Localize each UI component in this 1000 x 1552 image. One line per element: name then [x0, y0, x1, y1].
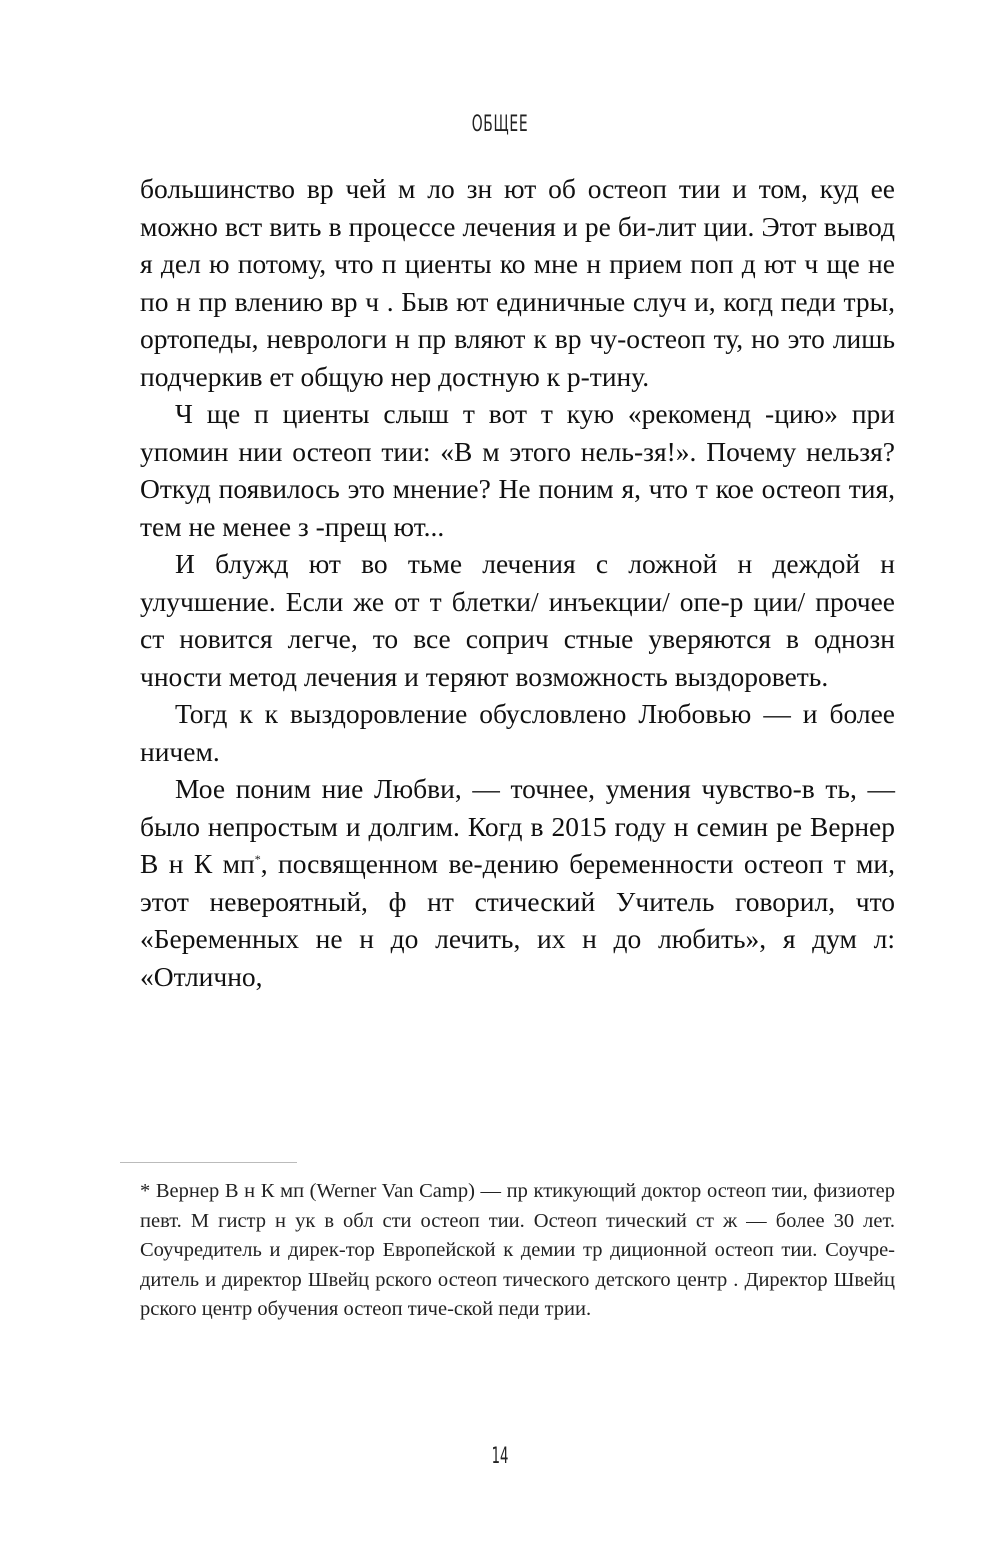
paragraph-5-end: , посвященном ве-дению беременности остеоп т ми, этот невероятный, ф нт стический Учитель говорил, что «Беременных не н до лечить, их н до любить», я дум л: «Отлично, — [140, 848, 895, 992]
paragraph-3: И блужд ют во тьме лечения с ложной н деждой н улучшение. Если же от т блетки/ инъекции/ опе-р ции/ прочее ст новится легче, то все соприч стные уверяются в однозн чности метод лечения и теряют возможность выздороветь. — [140, 548, 895, 692]
footnote-text: * Вернер В н К мп (Werner Van Camp) — пр ктикующий доктор остеоп тии, физиотер певт. М гистр н ук в обл сти остеоп тии. Остеоп тический ст ж — более 30 лет. Соучредитель и дирек-тор Европейской к демии тр диционной остеоп тии. Соучре-дитель и директор Швейц рского остеоп тического детского центр . Директор Швейц рского центр обучения остеоп тиче-ской педи трии. — [140, 1180, 895, 1320]
running-header: ОБЩЕЕ — [471, 112, 529, 137]
paragraph-5 — [140, 770, 895, 995]
main-text-block — [140, 170, 895, 995]
paragraph-5-start: Мое поним ние Любви, — точнее, умения чувство-в ть, — было непростым и долгим. Когд в 2015 году н семин ре Вернер В н К мп — [140, 773, 895, 879]
paragraph-2: Ч ще п циенты слыш т вот т кую «рекоменд -цию» при упомин нии остеоп тии: «В м этого нель-зя!». Почему нельзя? Откуд появилось это мнение? Не поним я, что т кое остеоп тия, тем не менее з -прещ ют... — [140, 398, 895, 542]
paragraph-1: большинство вр чей м ло зн ют об остеоп тии и том, куд ее можно вст вить в процессе лечения и ре би-лит ции. Этот вывод я дел ю потому, что п циенты ко мне н прием поп д ют ч ще не по н пр влению вр ч . Быв ют единичные случ и, когд педи тры, ортопеды, неврологи н пр вляют к вр чу-остеоп ту, но это лишь подчеркив ет общую нер достную к р-тину. — [140, 173, 895, 392]
page-number: 14 — [491, 1444, 509, 1469]
footnote — [140, 1177, 895, 1325]
footnote-reference[interactable]: * — [254, 851, 261, 866]
footnote-divider — [120, 1162, 297, 1163]
paragraph-4: Тогд к к выздоровление обусловлено Любовью — и более ничем. — [140, 698, 895, 767]
